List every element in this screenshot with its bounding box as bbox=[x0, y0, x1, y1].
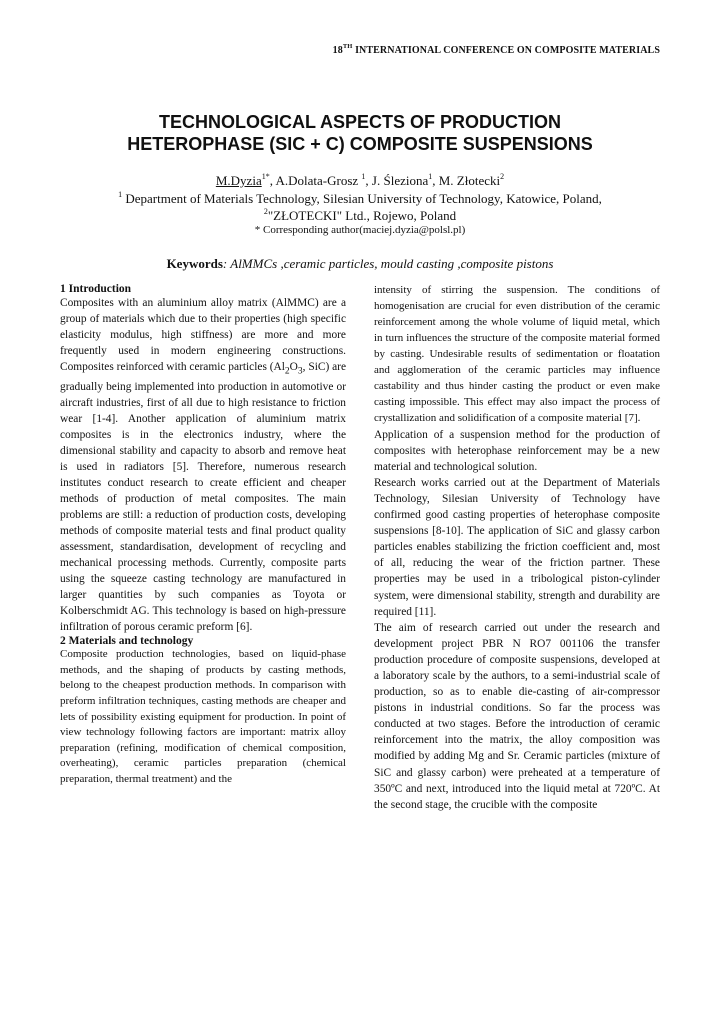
right-paragraph-2: Application of a suspension method for the production of composites with heterophase reinforcement may be a new material and technological solution. bbox=[374, 428, 660, 473]
left-column bbox=[60, 283, 346, 788]
author-1: M.Dyzia bbox=[215, 173, 262, 188]
introduction-paragraph: Composites with an aluminium alloy matrix (AlMMC) are a group of materials which due to their properties (high specific elasticity modulus, high stiffness) are more and more frequently used in modern engineering constructions. Composites reinforced with ceramic particles ($Al_2O_3$, SiC) are gradually being implemented into production in automotive or aircraft industries, first of all due to high resistance to friction wear [1-4]. Another application of aluminium matrix composites is in the electronics industry, where the dimensional stability and capacity to absorb and remove heat is used in radiators [5]. Therefore, numerous research institutes conduct research to create efficient and cheaper methods of production of metal composites. The main problems are still: a reduction of production costs, developing methods of composite material tests and final product quality assessment, standardisation, development of recycling and mechanical processing methods. Currently, composite parts using the squeeze casting technology are manufactured in larger quantities by such companies as Toyota or Kolberschmidt AG. This technology is based on high-pressure infiltration of porous ceramic preform [6]. bbox=[60, 297, 347, 634]
conference-header: 18TH INTERNATIONAL CONFERENCE ON COMPOSITE MATERIALS bbox=[332, 43, 660, 56]
section-heading-introduction: 1 Introduction bbox=[60, 283, 132, 295]
right-paragraph-4: The aim of research carried out under the research and development project PBR N RO7 001106 the transfer production procedure of composite suspensions, developed at a laboratory scale by the authors, to a semi-industrial scale of production, so as to enable die-casting of air-compressor pistons in industrial conditions. So far the process was conducted at two stages. Before the introduction of ceramic reinforcement into the matrix, the alloy composition was modified by adding Mg and Sr. Ceramic particles (mixture of SiC and glassy carbon) were preheated at a temperature of 350ºC and next, introduced into the liquid metal at 720ºC. At the second stage, the crucible with the composite bbox=[374, 621, 660, 811]
affiliation-1: $^1$ Department of Materials Technology, Silesian University of Technology, Katowice, Poland, bbox=[118, 190, 602, 206]
materials-paragraph: Composite production technologies, based on liquid-phase methods, and the shaping of products by casting methods, belong to the cheapest production methods. In comparison with preform infiltration techniques, casting methods are cheaper and lets of possibility existing equipment for production. In point of view technology following factors are important: matrix alloy preparation (refining, modification of chemical composition, overheating), ceramic particles preparation (chemical preparation, thermal treatment) and the bbox=[60, 648, 346, 786]
keywords-label: Keywords bbox=[166, 256, 223, 271]
author-4: , M. Złotecki bbox=[432, 173, 501, 188]
author-list: M.Dyzia$^{1*}$, A.Dolata-Grosz $^1$, J. Śleziona$^1$, M. Złotecki$^2$ bbox=[215, 172, 505, 188]
right-paragraph-3: Research works carried out at the Department of Materials Technology, Silesian University of Technology have confirmed good casting properties of heterophase composite suspensions [8-10]. The application of SiC and glassy carbon particles enables stabilizing the friction coefficient and, most of all, reducing the wear of the friction partner. These properties may be used in a tribological piston-cylinder system, were dimensional stability, strength and durability are required [11]. bbox=[374, 476, 660, 618]
section-heading-materials: 2 Materials and technology bbox=[60, 635, 194, 648]
title-line-2: HETEROPHASE (SIC + C) COMPOSITE SUSPENSIONS bbox=[127, 134, 593, 154]
corresponding-author: * Corresponding author(maciej.dyzia@polsl.pl) bbox=[254, 224, 466, 236]
paper-title bbox=[0, 111, 720, 155]
keywords-value: : AlMMCs ,ceramic particles, mould casting ,composite pistons bbox=[222, 256, 554, 271]
affiliation-2: $^2$"ZŁOTECKI" Ltd., Rojewo, Poland bbox=[263, 207, 457, 223]
title-line-1: TECHNOLOGICAL ASPECTS OF PRODUCTION bbox=[158, 112, 561, 132]
keywords-line bbox=[0, 256, 720, 272]
author-2: , A.Dolata-Grosz bbox=[269, 173, 362, 188]
author-3: , J. Śleziona bbox=[365, 173, 429, 188]
right-column bbox=[374, 283, 660, 813]
right-paragraph-1: intensity of stirring the suspension. The conditions of homogenisation are crucial for even distribution of the ceramic reinforcement among the whole volume of liquid metal, which in turn influences the structure of the composite material formed by casting. Undesirable results of sedimentation or floatation and agglomeration of the ceramic particles may influence castability and thus hinder casting the product or even make casting impossible. This effect may also impact the process of crystallization and solidification of a composite material [7]. bbox=[374, 284, 660, 424]
